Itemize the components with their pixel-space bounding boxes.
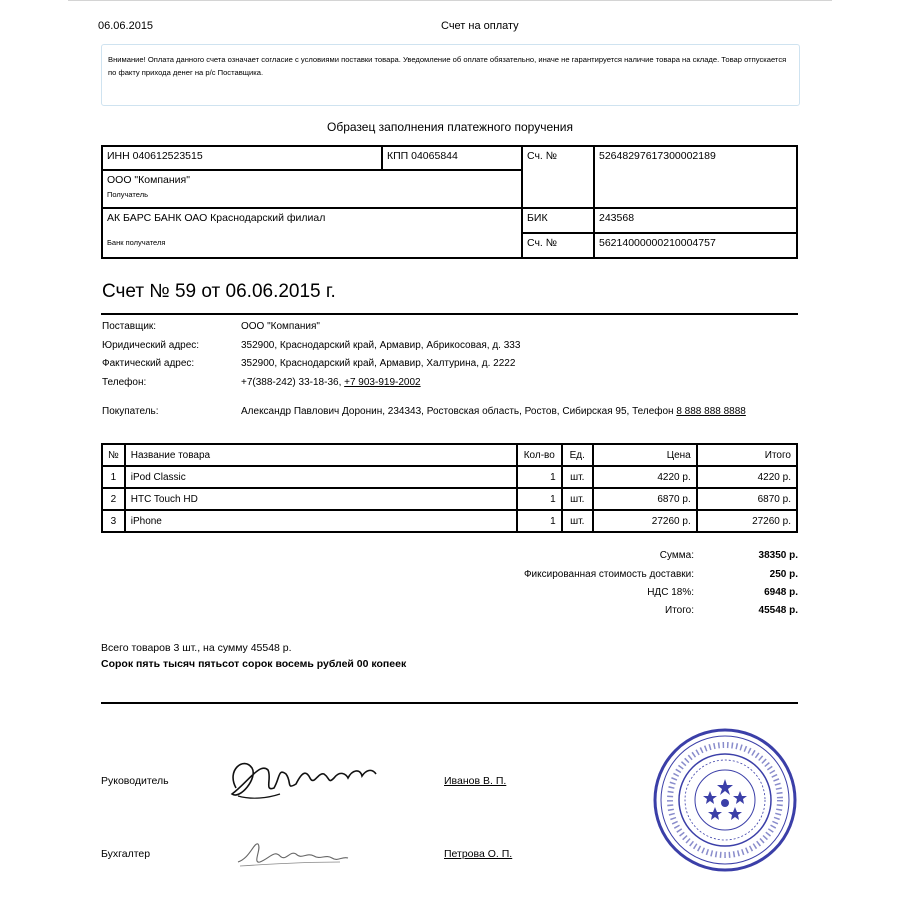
row-num: 1	[102, 466, 125, 488]
actual-address-label: Фактический адрес:	[102, 358, 195, 369]
legal-address-value: 352900, Краснодарский край, Армавир, Абрикосовая, д. 333	[241, 340, 521, 351]
supplier-label: Поставщик:	[102, 321, 157, 332]
vat-value: 6948 р.	[764, 587, 798, 598]
phone-value: +7(388-242) 33-18-36, +7 903-919-2002	[241, 377, 421, 388]
bank-cell: АК БАРС БАНК ОАО Краснодарский филиал Банк получателя	[102, 208, 522, 258]
accountant-label: Бухгалтер	[101, 848, 151, 860]
row-num: 3	[102, 510, 125, 532]
buyer-label: Покупатель:	[102, 406, 159, 417]
accountant-name: Петрова О. П.	[444, 848, 513, 860]
director-name: Иванов В. П.	[444, 775, 507, 787]
phone-label: Телефон:	[102, 377, 147, 388]
row-total: 6870 р.	[697, 488, 797, 510]
row-name: iPod Classic	[125, 466, 517, 488]
recipient-cell: ООО "Компания" Получатель	[102, 170, 522, 208]
row-total: 27260 р.	[697, 510, 797, 532]
table-row	[102, 488, 797, 510]
account-cell: 52648297617300002189	[594, 146, 797, 208]
phone-link[interactable]: +7 903-919-2002	[344, 377, 421, 388]
invoice-title: Счет № 59 от 06.06.2015 г.	[102, 281, 336, 302]
col-qty: Кол-во	[517, 444, 562, 466]
row-price: 6870 р.	[593, 488, 697, 510]
summary-words: Сорок пять тысяч пятьсот сорок восемь рублей 00 копеек	[101, 658, 407, 670]
actual-address-value: 352900, Краснодарский край, Армавир, Халтурина, д. 2222	[241, 358, 516, 369]
sum-label: Сумма:	[659, 550, 694, 561]
title-rule	[101, 313, 798, 315]
top-divider	[68, 0, 832, 1]
table-row	[102, 510, 797, 532]
director-label: Руководитель	[101, 775, 169, 787]
corr-label-cell: Сч. №	[522, 233, 594, 258]
sum-value: 38350 р.	[758, 550, 798, 561]
supplier-value: ООО "Компания"	[241, 321, 320, 332]
row-qty: 1	[517, 466, 562, 488]
row-total: 4220 р.	[697, 466, 797, 488]
items-header-row	[102, 444, 797, 466]
bik-label-cell: БИК	[522, 208, 594, 233]
col-price: Цена	[593, 444, 697, 466]
col-total: Итого	[697, 444, 797, 466]
header-title: Счет на оплату	[441, 20, 519, 32]
delivery-value: 250 р.	[769, 569, 798, 580]
bik-cell: 243568	[594, 208, 797, 233]
table-row	[102, 466, 797, 488]
account-label-cell: Сч. №	[522, 146, 594, 208]
payment-notice: Внимание! Оплата данного счета означает согласие с условиями поставки товара. Уведомление об оплате обязательно, иначе не гарантируется наличие товара на складе. Товар отпускается по факту прихода денег на р/с Поставщика.	[101, 44, 800, 106]
row-unit: шт.	[562, 488, 593, 510]
total-label: Итого:	[665, 605, 694, 616]
col-name: Название товара	[125, 444, 517, 466]
vat-label: НДС 18%:	[647, 587, 694, 598]
row-qty: 1	[517, 488, 562, 510]
items-table	[101, 443, 798, 533]
inn-cell: ИНН 040612523515	[102, 146, 382, 170]
buyer-value: Александр Павлович Доронин, 234343, Ростовская область, Ростов, Сибирская 95, Телефон 8 888 888 8888	[241, 406, 746, 417]
col-unit: Ед.	[562, 444, 593, 466]
total-value: 45548 р.	[758, 605, 798, 616]
director-signature	[222, 748, 387, 810]
row-unit: шт.	[562, 466, 593, 488]
kpp-cell: КПП 04065844	[382, 146, 522, 170]
row-unit: шт.	[562, 510, 593, 532]
row-price: 4220 р.	[593, 466, 697, 488]
delivery-label: Фиксированная стоимость доставки:	[523, 569, 694, 580]
company-stamp	[652, 727, 798, 873]
row-name: iPhone	[125, 510, 517, 532]
signature-rule	[101, 702, 798, 704]
row-qty: 1	[517, 510, 562, 532]
row-name: HTC Touch HD	[125, 488, 517, 510]
col-num: №	[102, 444, 125, 466]
buyer-phone-link[interactable]: 8 888 888 8888	[676, 406, 746, 417]
header-date: 06.06.2015	[98, 20, 154, 32]
row-num: 2	[102, 488, 125, 510]
bank-form-title: Образец заполнения платежного поручения	[327, 120, 573, 134]
legal-address-label: Юридический адрес:	[102, 340, 200, 351]
accountant-signature	[230, 832, 360, 877]
summary-count: Всего товаров 3 шт., на сумму 45548 р.	[101, 642, 292, 654]
bank-details-table	[101, 145, 798, 259]
corr-account-cell: 56214000000210004757	[594, 233, 797, 258]
row-price: 27260 р.	[593, 510, 697, 532]
